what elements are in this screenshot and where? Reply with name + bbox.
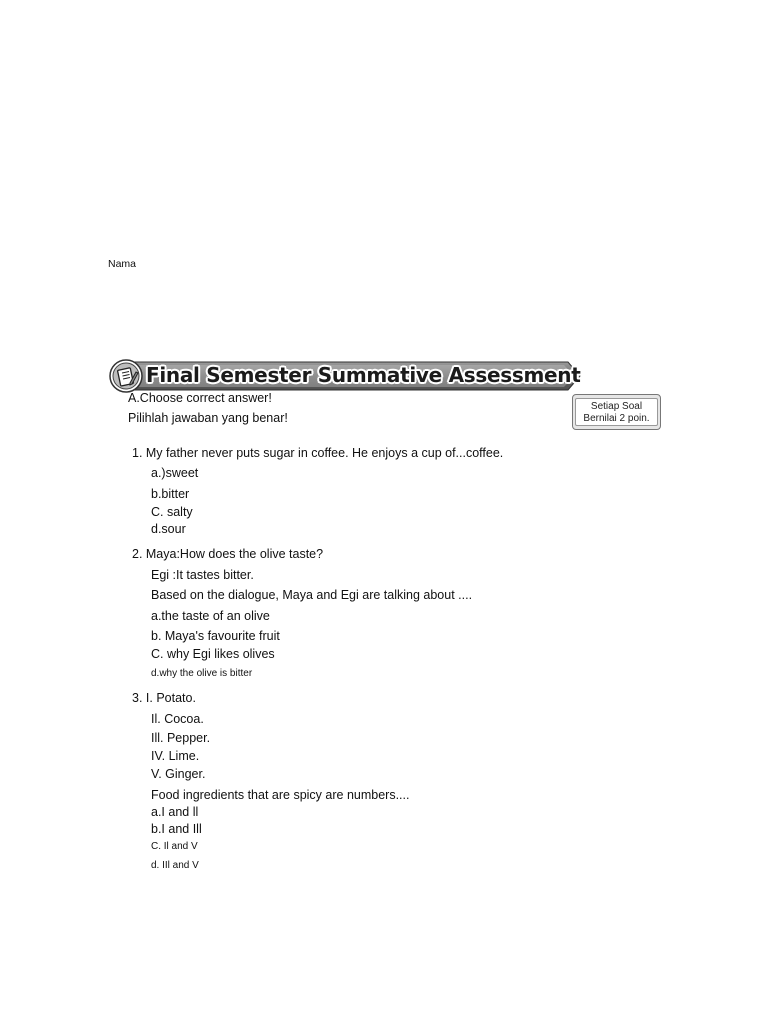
answer-option: d. IIl and V bbox=[151, 860, 199, 871]
points-line-2: Bernilai 2 poin. bbox=[583, 413, 650, 424]
answer-option: d.why the olive is bitter bbox=[151, 668, 253, 679]
answer-option: b.bitter bbox=[151, 487, 190, 501]
list-item: Ill. Pepper. bbox=[151, 731, 211, 745]
list-item: V. Ginger. bbox=[151, 767, 206, 781]
question-prompt: Food ingredients that are spicy are numbers.... bbox=[151, 788, 410, 802]
answer-option: C. why Egi likes olives bbox=[151, 647, 275, 661]
answer-option: C. Il and V bbox=[151, 841, 198, 852]
question-stem: 2. Maya:How does the olive taste? bbox=[132, 547, 324, 561]
points-box bbox=[572, 394, 661, 430]
list-item: IV. Lime. bbox=[151, 749, 200, 763]
answer-option: a.)sweet bbox=[151, 466, 199, 480]
answer-option: b.I and Ill bbox=[151, 822, 202, 836]
question-stem: 3. I. Potato. bbox=[132, 691, 196, 705]
assessment-banner bbox=[106, 358, 582, 394]
instruction-indonesian: Pilihlah jawaban yang benar! bbox=[128, 411, 288, 425]
question-stem: 1. My father never puts sugar in coffee. He enjoys a cup of...coffee. bbox=[132, 446, 504, 460]
nama-label: Nama bbox=[108, 258, 137, 270]
answer-option: C. salty bbox=[151, 505, 193, 519]
points-line-1: Setiap Soal bbox=[590, 401, 643, 412]
banner-title: Final Semester Summative Assessment bbox=[146, 363, 581, 387]
list-item: Il. Cocoa. bbox=[151, 712, 204, 726]
answer-option: a.the taste of an olive bbox=[151, 609, 270, 623]
answer-option: b. Maya's favourite fruit bbox=[151, 629, 280, 643]
question-prompt: Based on the dialogue, Maya and Egi are talking about .... bbox=[151, 588, 473, 602]
answer-option: d.sour bbox=[151, 522, 186, 536]
dialogue-line: Egi :It tastes bitter. bbox=[151, 568, 254, 582]
answer-option: a.I and ll bbox=[151, 805, 199, 819]
instruction-english: A.Choose correct answer! bbox=[128, 391, 272, 405]
